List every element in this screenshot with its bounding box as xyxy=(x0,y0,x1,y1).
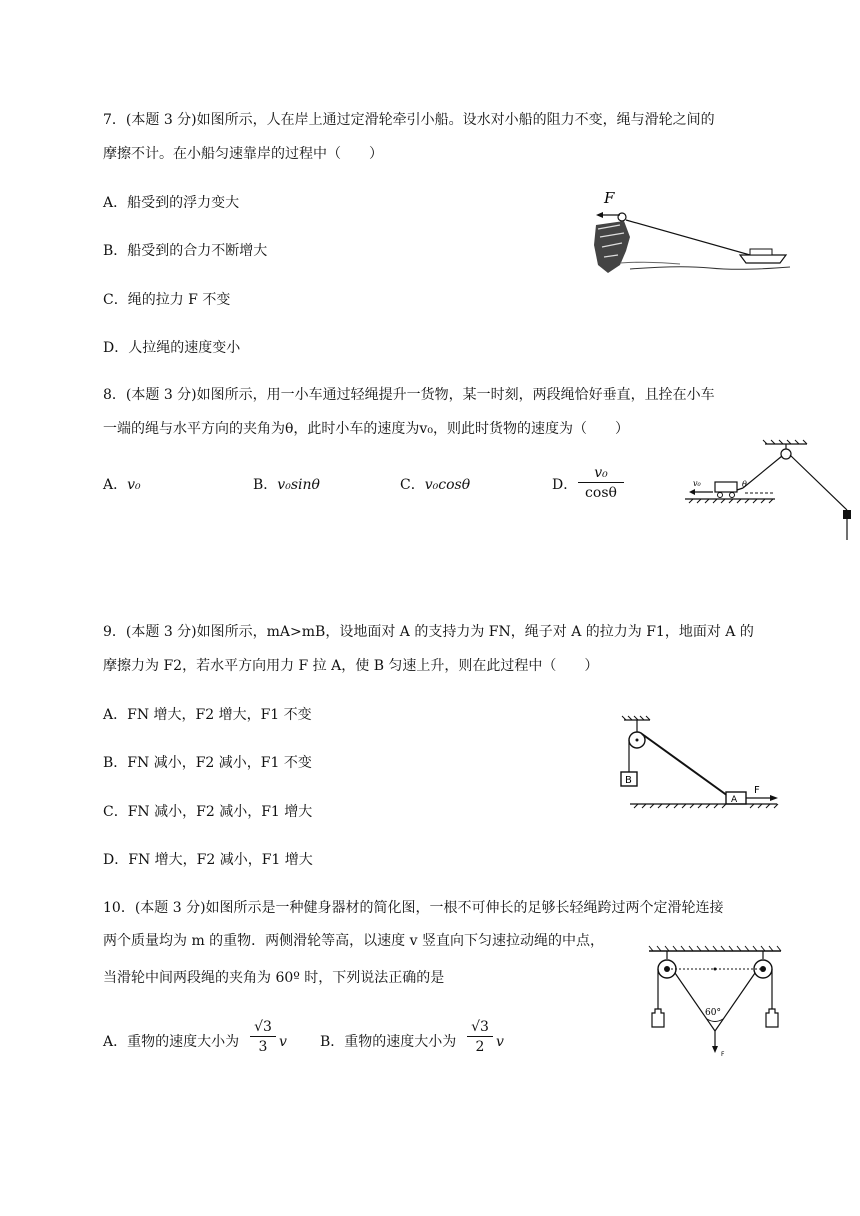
q10-stem-line3: 当滑轮中间两段绳的夹角为 60º 时，下列说法正确的是 xyxy=(103,970,445,986)
q7-option-c: C．绳的拉力 F 不变 xyxy=(103,292,231,308)
q9-stem-line2: 摩擦力为 F2，若水平方向用力 F 拉 A，使 B 匀速上升，则在此过程中（ ） xyxy=(103,658,599,674)
q8-option-c: C．v₀cosθ xyxy=(400,477,471,493)
q8-stem-line2: 一端的绳与水平方向的夹角为θ，此时小车的速度为v₀，则此时货物的速度为（ ） xyxy=(103,421,629,437)
q9-option-c: C．FN 减小，F2 减小，F1 增大 xyxy=(103,804,313,820)
q7-stem-line1: 7．(本题 3 分)如图所示，人在岸上通过定滑轮牵引小船。设水对小船的阻力不变，绳与滑轮之间的 xyxy=(103,112,715,128)
q10-option-b-v: v xyxy=(496,1034,504,1050)
q8-stem-line1: 8．(本题 3 分)如图所示，用一小车通过轻绳提升一货物，某一时刻，两段绳恰好垂直，且拴在小车 xyxy=(103,387,715,403)
q10-stem-line2: 两个质量均为 m 的重物．两侧滑轮等高，以速度 v 竖直向下匀速拉动绳的中点， xyxy=(103,933,604,949)
q8-cart-pulley-figure xyxy=(685,440,855,540)
q7-force-label: F xyxy=(604,189,615,207)
q10-option-b-text: B．重物的速度大小为 xyxy=(320,1034,457,1050)
q7-option-d: D．人拉绳的速度变小 xyxy=(103,340,241,356)
q8-theta-label: θ xyxy=(742,480,747,489)
q10-option-a-v: v xyxy=(279,1034,287,1050)
q9-block-b-label: B xyxy=(625,775,632,786)
q9-pulley-block-figure xyxy=(612,712,787,812)
q10-option-b-fraction: $\frac{√3}{2}$ xyxy=(467,1018,493,1057)
q7-stem-line2: 摩擦不计。在小船匀速靠岸的过程中（ ） xyxy=(103,146,383,162)
q9-option-a: A．FN 增大，F2 增大，F1 不变 xyxy=(103,707,312,723)
q10-force-label: F xyxy=(721,1051,725,1058)
q9-option-b: B．FN 减小，F2 减小，F1 不变 xyxy=(103,755,312,771)
q8-option-d-label: D． xyxy=(552,477,578,493)
q9-stem-line1: 9．(本题 3 分)如图所示，mA>mB，设地面对 A 的支持力为 FN，绳子对 A 的拉力为 F1，地面对 A 的 xyxy=(103,624,754,640)
q8-option-d-fraction: $\frac{\text{v₀}}{\cos\theta}$ xyxy=(578,464,624,503)
q9-option-d: D．FN 增大，F2 减小，F1 增大 xyxy=(103,852,313,868)
q9-block-a-label: A xyxy=(731,795,738,805)
q7-option-b: B．船受到的合力不断增大 xyxy=(103,243,268,259)
q10-stem-line1: 10．(本题 3 分)如图所示是一种健身器材的简化图，一根不可伸长的足够长轻绳跨过两个定滑轮连接 xyxy=(103,900,724,916)
q8-velocity-label: v₀ xyxy=(693,479,701,488)
q10-option-a-text: A．重物的速度大小为 xyxy=(103,1034,240,1050)
q8-option-b: B．v₀sinθ xyxy=(253,477,320,493)
q10-fitness-pulley-figure xyxy=(645,945,785,1060)
q8-option-a: A．v₀ xyxy=(103,477,141,493)
q9-force-label: F xyxy=(754,785,760,796)
q7-option-a: A．船受到的浮力变大 xyxy=(103,195,240,211)
q10-angle-label: 60° xyxy=(705,1008,721,1018)
q10-option-a-fraction: $\frac{√3}{3}$ xyxy=(250,1018,276,1057)
q7-boat-pulley-figure xyxy=(590,185,795,280)
